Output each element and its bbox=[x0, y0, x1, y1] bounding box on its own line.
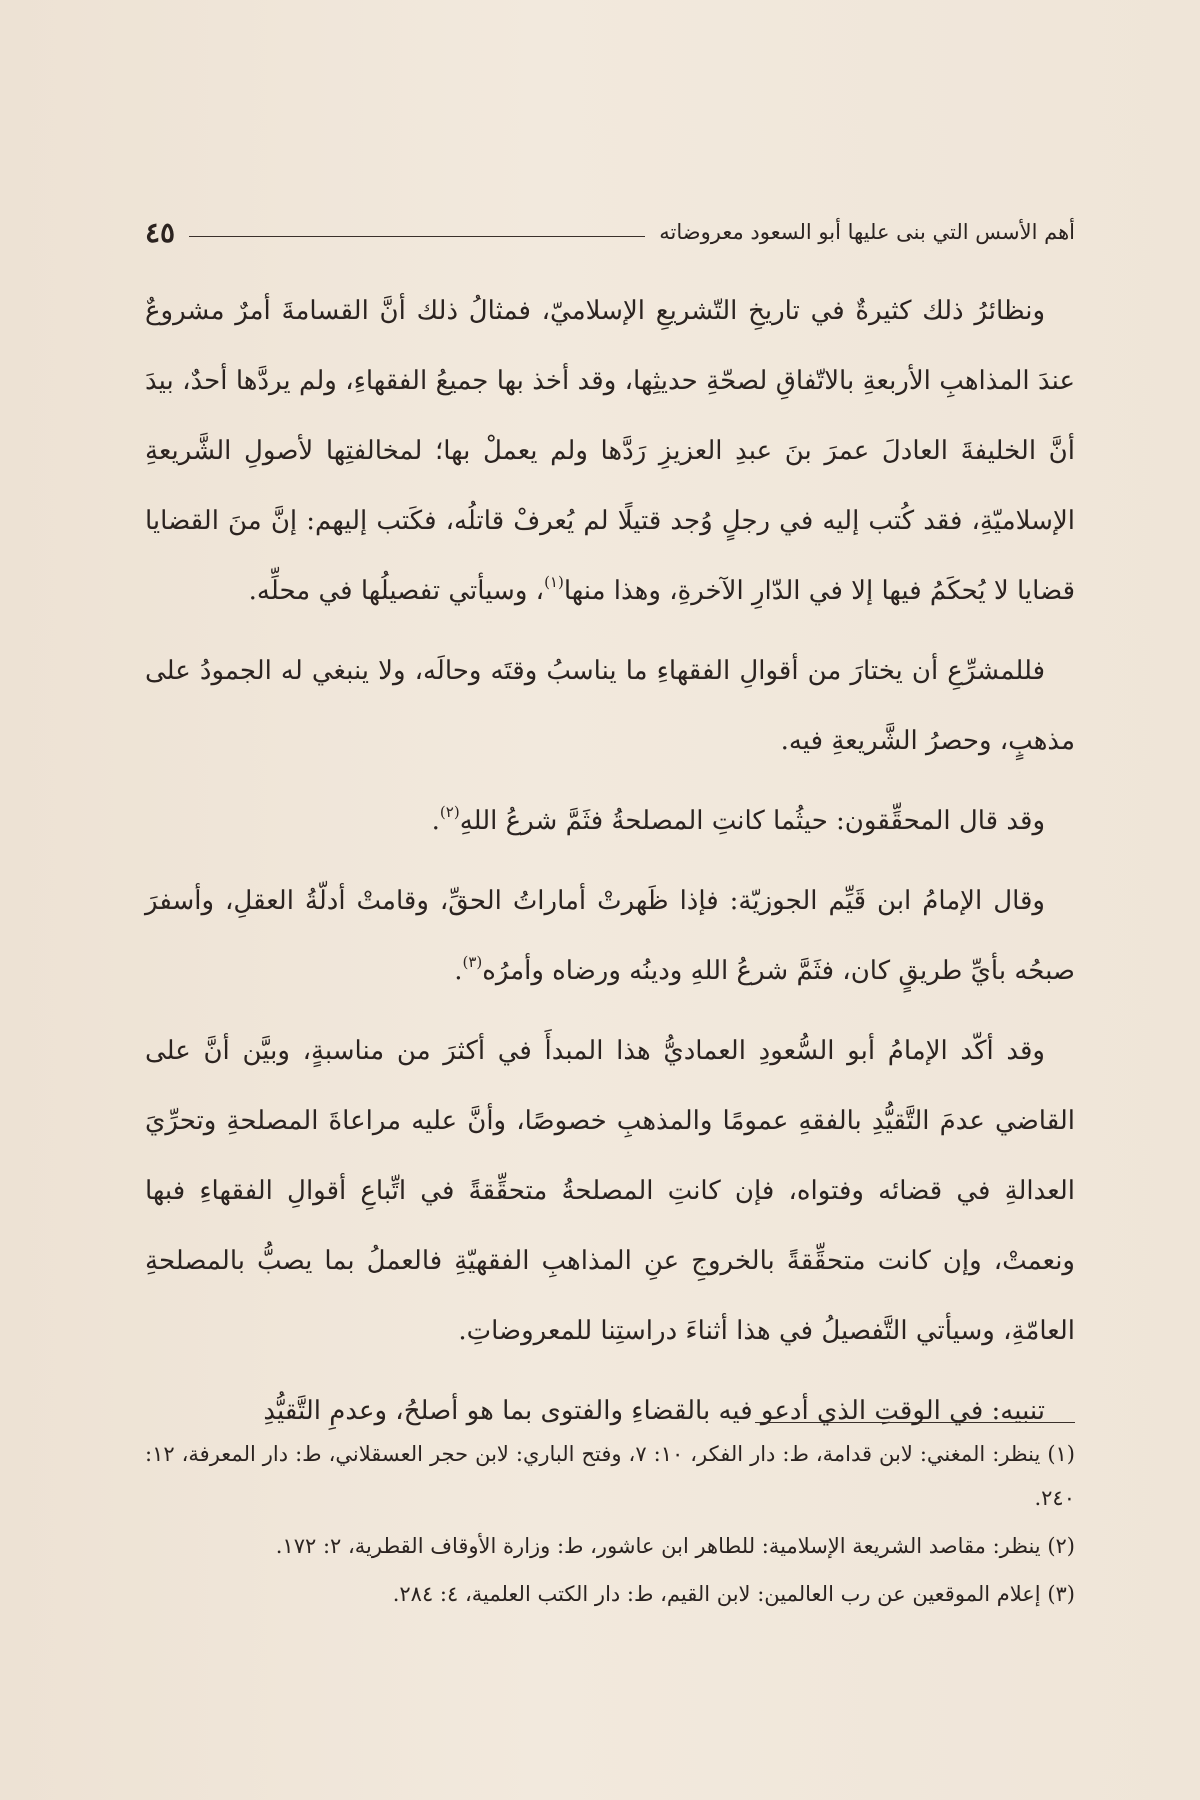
footnote-ref-2: (٢) bbox=[439, 803, 460, 821]
footnote-2: (٢) ينظر: مقاصد الشريعة الإسلامية: للطاهر ابن عاشور، ط: وزارة الأوقاف القطرية، ٢: ١٧٢. bbox=[275, 1534, 1075, 1558]
footnote-separator bbox=[755, 1422, 1075, 1423]
paragraph-4-tail: . bbox=[454, 956, 463, 986]
paragraph-5-text: وقد أكّد الإمامُ أبو السُّعودِ العماديُّ هذا المبدأَ في أكثرَ من مناسبةٍ، وبيَّن أنَّ على القاضي عدمَ التَّقيُّدِ بالفقهِ عمومًا والمذهبِ خصوصًا، وأنَّ عليه مراعاةَ المصلحةِ وتحرِّيَ العدالةِ في قضائه وفتواه، فإن كانتِ المصلحةُ متحقِّقةً في اتِّباعِ أقوالِ الفقهاءِ فبها ونعمتْ، وإن كانت متحقِّقةً بالخروجِ عنِ المذاهبِ الفقهيّةِ فالعملُ بما يصبُّ بالمصلحةِ العامّةِ، وسيأتي التَّفصيلُ في هذا أثناءَ دراستِنا للمعروضاتِ. bbox=[145, 1036, 1075, 1346]
paragraph-4-text: وقال الإمامُ ابن قَيِّم الجوزيّة: فإذا ظَهرتْ أماراتُ الحقِّ، وقامتْ أدلّةُ العقلِ، وأسفرَ صبحُه بأيِّ طريقٍ كان، فثَمَّ شرعُ اللهِ ودينُه ورضاه وأمرُه bbox=[145, 886, 1075, 986]
footnote-3: (٣) إعلام الموقعين عن رب العالمين: لابن القيم، ط: دار الكتب العلمية، ٤: ٢٨٤. bbox=[392, 1582, 1075, 1606]
footnotes bbox=[145, 1432, 1075, 1620]
paragraph-3 bbox=[145, 786, 1075, 856]
paragraph-1-text: ونظائرُ ذلك كثيرةٌ في تاريخِ التّشريعِ الإسلاميّ، فمثالُ ذلك أنَّ القسامةَ أمرٌ مشروعٌ عندَ المذاهبِ الأربعةِ بالاتّفاقِ لصحّةِ حديثِها، وقد أخذ بها جميعُ الفقهاءِ، ولم يردَّها أحدٌ، بيدَ أنَّ الخليفةَ العادلَ عمرَ بنَ عبدِ العزيزِ رَدَّها ولم يعملْ بها؛ لمخالفتِها لأصولِ الشَّريعةِ الإسلاميّةِ، فقد كُتب إليه في رجلٍ وُجد قتيلًا لم يُعرفْ قاتلُه، فكَتب إليهم: إنَّ منَ القضايا قضايا لا يُحكَمُ فيها إلا في الدّارِ الآخرةِ، وهذا منها bbox=[145, 296, 1075, 606]
header-rule bbox=[189, 236, 645, 237]
paragraph-6-text: تنبيه: في الوقتِ الذي أدعو فيه بالقضاءِ والفتوى بما هو أصلحُ، وعدمِ التَّقيُّدِ bbox=[263, 1396, 1045, 1426]
paragraph-5 bbox=[145, 1016, 1075, 1366]
paragraph-2-text: فللمشرِّعِ أن يختارَ من أقوالِ الفقهاءِ ما يناسبُ وقتَه وحالَه، ولا ينبغي له الجمودُ على مذهبٍ، وحصرُ الشَّريعةِ فيه. bbox=[145, 656, 1075, 756]
paragraph-2 bbox=[145, 636, 1075, 776]
paragraph-3-text: وقد قال المحقِّقون: حيثُما كانتِ المصلحةُ فثَمَّ شرعُ اللهِ bbox=[459, 806, 1045, 836]
chapter-title: أهم الأسس التي بنى عليها أبو السعود معروضاته bbox=[659, 220, 1075, 244]
footnote-1: (١) ينظر: المغني: لابن قدامة، ط: دار الفكر، ١٠: ٧، وفتح الباري: لابن حجر العسقلاني، ط: دار المعرفة، ١٢: ٢٤٠. bbox=[145, 1442, 1075, 1510]
paragraph-4 bbox=[145, 866, 1075, 1006]
footnote-ref-3: (٣) bbox=[462, 953, 483, 971]
paragraph-1-tail: ، وسيأتي تفصيلُها في محلِّه. bbox=[248, 576, 545, 606]
footnote-ref-1: (١) bbox=[544, 573, 564, 591]
running-header bbox=[145, 212, 1075, 252]
paragraph-1 bbox=[145, 276, 1075, 626]
paragraph-3-tail: . bbox=[431, 806, 440, 836]
page-number: ٤٥ bbox=[145, 215, 176, 249]
main-text bbox=[145, 276, 1075, 1456]
